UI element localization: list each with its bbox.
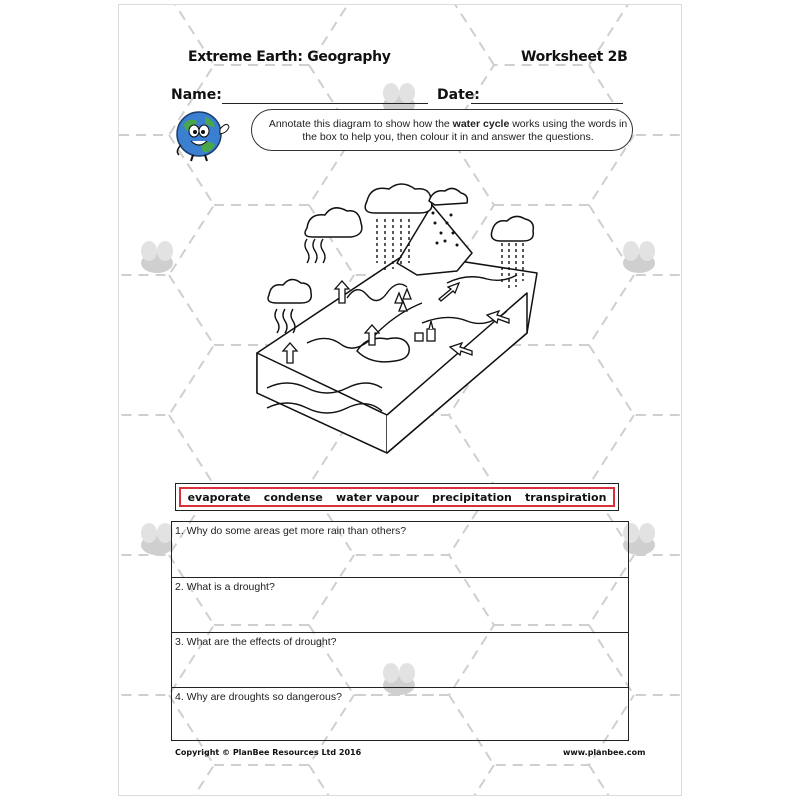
instructions-text: Annotate this diagram to show how the water cycle works using the words in the box to help you, then colour it in and answer the questions.	[268, 118, 628, 143]
name-field[interactable]	[222, 103, 428, 104]
question-row[interactable]	[172, 632, 628, 687]
website-link[interactable]: www.planbee.com	[563, 748, 646, 757]
word-condense: condense	[263, 490, 323, 504]
worksheet-title: Extreme Earth: Geography	[188, 49, 391, 65]
word-transpiration: transpiration	[525, 490, 607, 504]
worksheet-number: Worksheet 2B	[521, 49, 628, 65]
worksheet-page	[118, 4, 682, 796]
question-text: 4. Why are droughts so dangerous?	[175, 691, 342, 703]
water-cycle-diagram	[247, 183, 547, 455]
question-text: 1. Why do some areas get more rain than others?	[175, 525, 407, 537]
questions-table	[171, 521, 629, 741]
question-text: 3. What are the effects of drought?	[175, 636, 337, 648]
word-box	[179, 487, 615, 507]
copyright-text: Copyright © PlanBee Resources Ltd 2016	[175, 748, 362, 757]
question-row[interactable]	[172, 522, 628, 577]
word-precipitation: precipitation	[432, 490, 512, 504]
date-field[interactable]	[471, 103, 623, 104]
date-label: Date:	[437, 87, 480, 103]
question-row[interactable]	[172, 577, 628, 632]
question-row[interactable]	[172, 687, 628, 740]
word-evaporate: evaporate	[187, 490, 251, 504]
question-text: 2. What is a drought?	[175, 581, 275, 593]
word-water-vapour: water vapour	[336, 490, 419, 504]
globe-mascot-icon	[173, 105, 235, 163]
name-label: Name:	[171, 87, 222, 103]
